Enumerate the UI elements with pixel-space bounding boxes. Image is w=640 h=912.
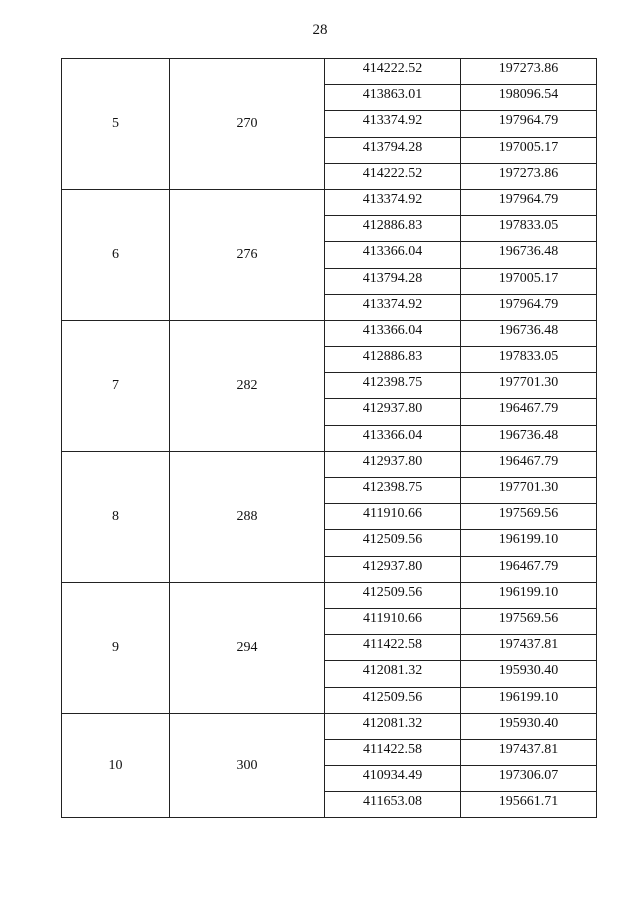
group-index-cell: 7 — [62, 320, 170, 451]
coordinate-y-cell: 197273.86 — [461, 163, 597, 189]
coordinate-y-cell: 197701.30 — [461, 478, 597, 504]
coordinate-y-cell: 195661.71 — [461, 792, 597, 818]
group-value-cell: 288 — [170, 451, 325, 582]
group-value-cell: 270 — [170, 59, 325, 190]
coordinate-y-cell: 197437.81 — [461, 635, 597, 661]
coordinate-x-cell: 412509.56 — [325, 582, 461, 608]
coordinate-y-cell: 197569.56 — [461, 504, 597, 530]
coordinate-x-cell: 412081.32 — [325, 661, 461, 687]
group-index-cell: 5 — [62, 59, 170, 190]
coordinate-x-cell: 411653.08 — [325, 792, 461, 818]
coordinate-y-cell: 196467.79 — [461, 399, 597, 425]
table-row — [62, 320, 597, 346]
coordinate-x-cell: 414222.52 — [325, 59, 461, 85]
table-row — [62, 189, 597, 215]
coordinate-x-cell: 412398.75 — [325, 373, 461, 399]
coordinate-y-cell: 197964.79 — [461, 111, 597, 137]
coordinate-y-cell: 197306.07 — [461, 766, 597, 792]
coordinate-y-cell: 197005.17 — [461, 268, 597, 294]
coordinate-y-cell: 195930.40 — [461, 713, 597, 739]
page-number: 28 — [312, 22, 328, 38]
coordinate-y-cell: 196199.10 — [461, 530, 597, 556]
table-row — [62, 713, 597, 739]
coordinate-y-cell: 197964.79 — [461, 294, 597, 320]
coordinate-y-cell: 197569.56 — [461, 608, 597, 634]
coordinate-x-cell: 413794.28 — [325, 137, 461, 163]
coordinate-x-cell: 414222.52 — [325, 163, 461, 189]
coordinate-x-cell: 412937.80 — [325, 556, 461, 582]
coordinate-x-cell: 413374.92 — [325, 294, 461, 320]
table-row — [62, 582, 597, 608]
group-value-cell: 276 — [170, 189, 325, 320]
group-index-cell: 6 — [62, 189, 170, 320]
coordinate-x-cell: 412509.56 — [325, 687, 461, 713]
coordinate-x-cell: 412886.83 — [325, 347, 461, 373]
coordinate-x-cell: 413374.92 — [325, 189, 461, 215]
coordinate-y-cell: 196736.48 — [461, 242, 597, 268]
coordinate-y-cell: 195930.40 — [461, 661, 597, 687]
coordinate-y-cell: 196736.48 — [461, 425, 597, 451]
coordinate-x-cell: 413794.28 — [325, 268, 461, 294]
coordinate-y-cell: 197437.81 — [461, 739, 597, 765]
group-value-cell: 282 — [170, 320, 325, 451]
table-row — [62, 451, 597, 477]
coordinate-y-cell: 196467.79 — [461, 556, 597, 582]
coordinate-x-cell: 412937.80 — [325, 451, 461, 477]
coordinate-y-cell: 197273.86 — [461, 59, 597, 85]
coordinate-y-cell: 197005.17 — [461, 137, 597, 163]
coordinate-x-cell: 411422.58 — [325, 739, 461, 765]
coordinate-x-cell: 413366.04 — [325, 320, 461, 346]
coordinate-y-cell: 196736.48 — [461, 320, 597, 346]
coordinate-y-cell: 197833.05 — [461, 347, 597, 373]
coordinate-y-cell: 197833.05 — [461, 216, 597, 242]
coordinate-x-cell: 411910.66 — [325, 504, 461, 530]
group-index-cell: 9 — [62, 582, 170, 713]
coordinate-y-cell: 196199.10 — [461, 687, 597, 713]
group-index-cell: 10 — [62, 713, 170, 818]
coordinate-x-cell: 411422.58 — [325, 635, 461, 661]
coordinate-x-cell: 413374.92 — [325, 111, 461, 137]
coordinate-x-cell: 412398.75 — [325, 478, 461, 504]
coordinate-x-cell: 412937.80 — [325, 399, 461, 425]
coordinate-x-cell: 412886.83 — [325, 216, 461, 242]
coordinate-x-cell: 410934.49 — [325, 766, 461, 792]
coordinate-y-cell: 197964.79 — [461, 189, 597, 215]
group-value-cell: 294 — [170, 582, 325, 713]
coordinate-y-cell: 198096.54 — [461, 85, 597, 111]
coordinate-x-cell: 412509.56 — [325, 530, 461, 556]
table-row — [62, 59, 597, 85]
coordinate-x-cell: 412081.32 — [325, 713, 461, 739]
group-index-cell: 8 — [62, 451, 170, 582]
coordinate-y-cell: 196467.79 — [461, 451, 597, 477]
coordinate-x-cell: 413863.01 — [325, 85, 461, 111]
coordinate-x-cell: 411910.66 — [325, 608, 461, 634]
coordinate-y-cell: 197701.30 — [461, 373, 597, 399]
coordinate-x-cell: 413366.04 — [325, 242, 461, 268]
coordinate-y-cell: 196199.10 — [461, 582, 597, 608]
group-value-cell: 300 — [170, 713, 325, 818]
coordinate-x-cell: 413366.04 — [325, 425, 461, 451]
coordinates-table — [61, 58, 597, 818]
